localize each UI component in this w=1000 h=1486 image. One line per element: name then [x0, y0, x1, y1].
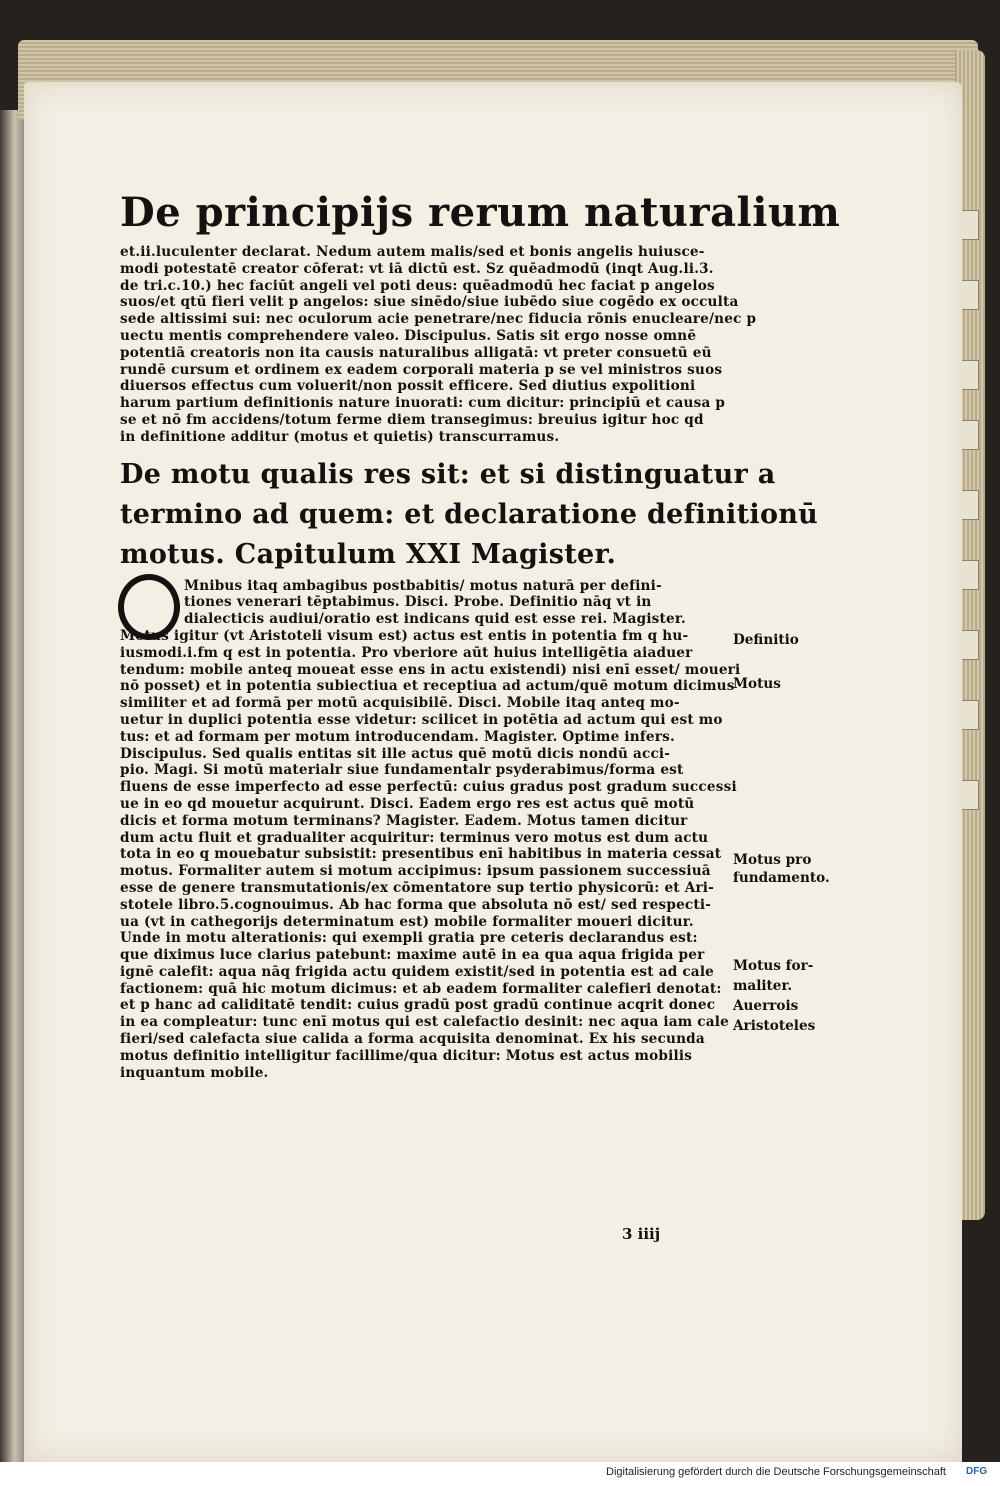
text-line: tiones venerari tēptabimus. Disci. Probe. Definitio nāq vt in	[184, 594, 652, 611]
text-line: dum actu fluit et gradualiter acquiritur: terminus vero motus est dum actu	[120, 829, 709, 846]
text-line: Motus igitur (vt Aristoteli visum est) actus est entis in potentia fm q hu-	[120, 627, 689, 644]
text-line: se et nō fm accidens/totum ferme diem transegimus: breuius igitur hoc qd	[120, 411, 704, 428]
text-line: dialecticis audiui/oratio est indicans quid est esse rei. Magister.	[184, 611, 686, 628]
margin-note: maliter.	[733, 978, 793, 994]
text-line: tus: et ad formam per motum introducendam. Magister. Optime infers.	[120, 728, 675, 745]
paragraph-2-block	[120, 578, 740, 1082]
text-line: diuersos effectus cum voluerit/non possit efficere. Sed diutius expolitioni	[120, 378, 696, 395]
text-line: factionem: quā hic motum dicimus: et ab eadem formaliter calefieri denotat:	[120, 980, 722, 997]
text-line: iusmodi.i.fm q est in potentia. Pro vberiore aūt huius intelligētia aiaduer	[120, 644, 693, 661]
text-line: dicis et forma motum terminans? Magister. Eadem. Motus tamen dicitur	[120, 812, 688, 829]
text-line: motus definitio intelligitur facillime/qua dicitur: Motus est actus mobilis	[120, 1047, 693, 1064]
page-tab	[960, 780, 979, 810]
text-line: stotele libro.5.cognouimus. Ab hac forma que absoluta nō est/ sed respecti-	[120, 896, 712, 913]
text-line: suos/et qtū fieri velit p angelos: siue sinēdo/siue iubēdo siue cogēdo ex occulta	[120, 294, 739, 311]
text-line: modi potestatē creator cōferat: vt iā dictū est. Sz quēadmodū (inqt Aug.li.3.	[120, 260, 714, 277]
page-tab	[960, 490, 979, 520]
running-head: De principijs rerum naturalium	[120, 189, 841, 236]
page-tab	[960, 210, 979, 240]
text-line: que diximus luce clarius patebunt: maxime autē in ea qua aqua frigida per	[120, 947, 705, 964]
chapter-heading-line: termino ad quem: et declaratione definitionū	[120, 498, 819, 530]
text-line: tendum: mobile anteq moueat esse ens in actu existendi) nisi enī esset/ moueri	[120, 661, 741, 678]
text-line: Unde in motu alterationis: qui exempli gratia pre ceteris declarandus est:	[120, 930, 698, 947]
text-line: Mnibus itaq ambagibus postbabitis/ motus naturā per defini-	[184, 577, 662, 594]
page-tab	[960, 360, 979, 390]
text-line: de tri.c.10.) hec faciūt angeli vel poti deus: quēadmodū hec faciat p angelos	[120, 277, 715, 294]
facing-page-edge	[0, 110, 26, 1462]
text-line: esse de genere transmutationis/ex cōmentatore sup tertio physicorū: et Ari-	[120, 879, 715, 896]
text-line: similiter et ad formā per motū acquisibilē. Disci. Mobile itaq anteq mo-	[120, 695, 680, 712]
text-line: potentiā creatoris non ita causis naturalibus alligatā: vt preter consuetū eū	[120, 344, 712, 361]
chapter-heading	[120, 458, 819, 572]
text-line: motus. Formaliter autem si motum accipimus: ipsum passionem successiuā	[120, 863, 711, 880]
text-line: sede altissimi sui: nec oculorum acie penetrare/nec fiducia rōnis enucleare/nec p	[120, 311, 757, 328]
margin-note: Motus for-	[733, 958, 814, 974]
paragraph-2	[120, 578, 740, 1082]
text-line: uetur in duplici potentia esse videtur: scilicet in potētia ad actum qui est mo	[120, 711, 723, 728]
text-line: nō posset) et in potentia subiectiua et receptiua ad actum/quē motum dicimus	[120, 678, 735, 695]
chapter-heading-line: motus. Capitulum XXI Magister.	[120, 538, 617, 570]
text-line: fieri/sed calefacta siue calida a forma acquisita denominat. Ex his secunda	[120, 1031, 705, 1048]
text-line: in ea compleatur: tunc enī motus qui est calefactio desinit: nec aqua iam cale	[120, 1014, 729, 1031]
text-line: in definitione additur (motus et quietis) transcurramus.	[120, 428, 560, 445]
page-tab	[960, 700, 979, 730]
margin-note: Motus pro	[733, 852, 812, 868]
text-line: fluens de esse imperfecto ad esse perfectū: cuius gradus post gradum successi	[120, 779, 737, 796]
paragraph-1	[120, 244, 757, 446]
margin-note: Motus	[733, 676, 781, 692]
text-line: pio. Magi. Si motū materialr siue fundamentalr psyderabimus/forma est	[120, 762, 684, 779]
text-line: harum partium definitionis nature inuorati: cum dicitur: principiū et causa p	[120, 395, 726, 412]
text-line: uectu mentis comprehendere valeo. Discipulus. Satis sit ergo nosse omnē	[120, 327, 697, 344]
text-line: tota in eo q mouebatur subsistit: presentibus enī habitibus in materia cessat	[120, 846, 722, 863]
margin-note: Definitio	[733, 632, 799, 648]
margin-note: Aristoteles	[733, 1018, 816, 1034]
chapter-heading-line: De motu qualis res sit: et si distinguatur a	[120, 458, 776, 490]
text-line: rundē cursum et ordinem ex eadem corporali materia p se vel ministros suos	[120, 361, 723, 378]
page-tab	[960, 420, 979, 450]
drop-cap-o	[118, 574, 180, 640]
dfg-logo: DFG	[966, 1466, 988, 1477]
folio-signature: 3 iiij	[622, 1225, 661, 1243]
text-line: inquantum mobile.	[120, 1064, 269, 1081]
margin-note: fundamento.	[733, 870, 830, 886]
text-line: ue in eo qd mouetur acquirunt. Disci. Eadem ergo res est actus quē motū	[120, 795, 695, 812]
margin-note: Auerrois	[733, 998, 799, 1014]
page-tab	[960, 280, 979, 310]
page-tab	[960, 560, 979, 590]
text-line: ua (vt in cathegorijs determinatum est) mobile formaliter moueri dicitur.	[120, 913, 694, 930]
text-line: Discipulus. Sed qualis entitas sit ille actus quē motū dicis nondū acci-	[120, 745, 671, 762]
text-line: et.ii.luculenter declarat. Nedum autem malis/sed et bonis angelis huiusce-	[120, 244, 705, 260]
text-line: et p hanc ad caliditatē tendit: cuius gradū post gradū continue acqrit donec	[120, 997, 716, 1014]
text-line: ignē calefit: aqua nāq frigida actu quidem existit/sed in potentia est ad cale	[120, 963, 715, 980]
footer-credit: Digitalisierung gefördert durch die Deutsche Forschungsgemeinschaft	[606, 1466, 946, 1478]
page-tab	[960, 630, 979, 660]
